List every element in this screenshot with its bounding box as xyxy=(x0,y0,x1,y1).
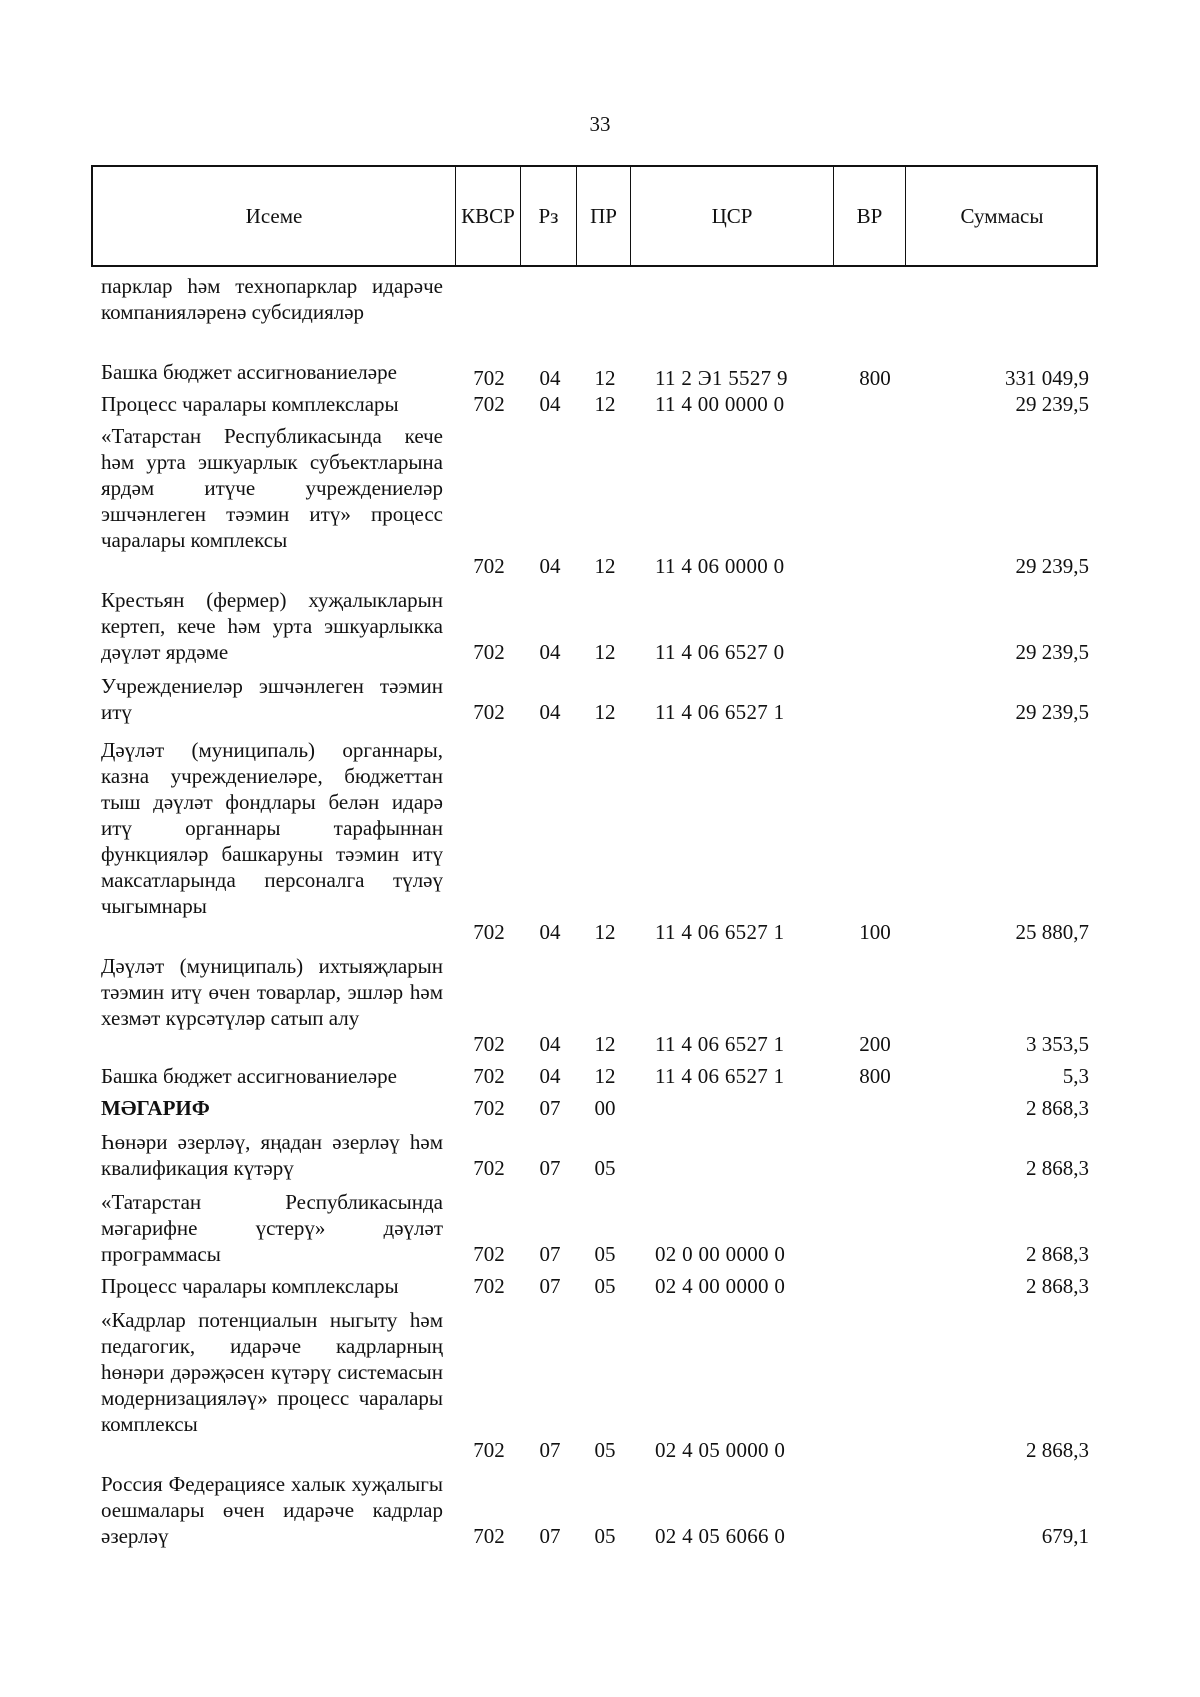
row-sum: 3 353,5 xyxy=(1026,1032,1089,1056)
row-kvsr: 702 xyxy=(473,640,505,664)
table-row xyxy=(0,273,1200,353)
row-sum: 2 868,3 xyxy=(1026,1096,1089,1120)
table-header xyxy=(91,165,1098,267)
row-rz: 07 xyxy=(539,1242,561,1266)
row-name: Башка бюджет ассигнованиеләре xyxy=(101,360,397,384)
header-pr: ПР xyxy=(576,167,630,265)
row-kvsr: 702 xyxy=(473,1274,505,1298)
table-row xyxy=(0,1189,1200,1267)
row-pr: 05 xyxy=(594,1156,616,1180)
table-row xyxy=(0,1129,1200,1181)
row-sum: 29 239,5 xyxy=(1015,554,1089,578)
row-csr: 02 4 05 0000 0 xyxy=(655,1438,786,1462)
row-name: Учреждениеләр эшчәнлеген тәэмин итү xyxy=(101,674,443,724)
header-name: Исеме xyxy=(245,204,303,228)
table-row xyxy=(0,1273,1200,1299)
row-pr: 12 xyxy=(594,366,616,390)
row-rz: 07 xyxy=(539,1096,561,1120)
row-name: Россия Федерациясе халык хуҗалыгы оешмалары өчен идарәче кадрлар әзерләү xyxy=(101,1472,443,1548)
row-rz: 04 xyxy=(539,366,561,390)
row-rz: 04 xyxy=(539,640,561,664)
row-pr: 12 xyxy=(594,1032,616,1056)
row-kvsr: 702 xyxy=(473,554,505,578)
row-pr: 12 xyxy=(594,554,616,578)
row-sum: 25 880,7 xyxy=(1015,920,1089,944)
row-name: «Татарстан Республикасында кече һәм урта эшкуарлык субъектларына ярдәм итүче учреждениеләр эшчәнлеген тәэмин итү» процесс чаралары комплексы xyxy=(101,424,443,552)
table-row xyxy=(0,1307,1200,1463)
row-csr: 11 4 06 6527 1 xyxy=(655,1064,785,1088)
table-row xyxy=(0,1063,1200,1089)
row-rz: 07 xyxy=(539,1274,561,1298)
row-kvsr: 702 xyxy=(473,1096,505,1120)
header-sum: Суммасы xyxy=(905,167,1098,265)
row-kvsr: 702 xyxy=(473,1156,505,1180)
row-name: парклар һәм технопарклар идарәче компанияләренә субсидияләр xyxy=(101,274,443,324)
row-csr: 02 4 05 6066 0 xyxy=(655,1524,786,1548)
row-name: Крестьян (фермер) хуҗалыкларын кертеп, кече һәм урта эшкуарлыкка дәүләт ярдәме xyxy=(101,588,443,664)
row-sum: 29 239,5 xyxy=(1015,640,1089,664)
row-pr: 05 xyxy=(594,1242,616,1266)
row-name: Процесс чаралары комплекслары xyxy=(101,392,399,416)
table-row xyxy=(0,1471,1200,1549)
row-kvsr: 702 xyxy=(473,700,505,724)
row-kvsr: 702 xyxy=(473,1064,505,1088)
row-sum: 2 868,3 xyxy=(1026,1242,1089,1266)
row-rz: 07 xyxy=(539,1438,561,1462)
row-csr: 02 4 00 0000 0 xyxy=(655,1274,786,1298)
table-row xyxy=(0,423,1200,579)
row-rz: 04 xyxy=(539,1064,561,1088)
row-pr: 12 xyxy=(594,640,616,664)
row-rz: 04 xyxy=(539,392,561,416)
header-vr: ВР xyxy=(833,167,905,265)
table-row xyxy=(0,737,1200,945)
row-vr: 800 xyxy=(859,1064,891,1088)
row-sum: 29 239,5 xyxy=(1015,700,1089,724)
row-pr: 05 xyxy=(594,1438,616,1462)
table-row xyxy=(0,1095,1200,1121)
header-kvsr: КВСР xyxy=(455,167,520,265)
row-sum: 331 049,9 xyxy=(1005,366,1089,390)
row-pr: 12 xyxy=(594,700,616,724)
row-csr: 11 4 06 6527 0 xyxy=(655,640,785,664)
row-name: «Татарстан Республикасында мәгарифне үстерү» дәүләт программасы xyxy=(101,1190,443,1266)
row-sum: 5,3 xyxy=(1062,1064,1089,1088)
table-row xyxy=(0,359,1200,391)
row-csr: 11 4 06 6527 1 xyxy=(655,1032,785,1056)
page-number: 33 xyxy=(589,112,611,136)
row-csr: 11 4 06 6527 1 xyxy=(655,700,785,724)
row-kvsr: 702 xyxy=(473,366,505,390)
row-name: Дәүләт (муниципаль) органнары, казна учреждениеләре, бюджеттан тыш дәүләт фондлары белән идарә итү органнары тарафыннан функцияләр башкаруны тәэмин итү максатларында персоналга түләү чыгымнары xyxy=(101,738,443,918)
row-name: Дәүләт (муниципаль) ихтыяҗларын тәэмин итү өчен товарлар, эшләр һәм хезмәт күрсәтүләр сатып алу xyxy=(101,954,443,1030)
row-sum: 2 868,3 xyxy=(1026,1156,1089,1180)
row-sum: 2 868,3 xyxy=(1026,1274,1089,1298)
row-rz: 04 xyxy=(539,554,561,578)
row-sum: 2 868,3 xyxy=(1026,1438,1089,1462)
row-pr: 12 xyxy=(594,1064,616,1088)
table-row xyxy=(0,673,1200,725)
row-name: Процесс чаралары комплекслары xyxy=(101,1274,399,1298)
row-kvsr: 702 xyxy=(473,920,505,944)
row-pr: 12 xyxy=(594,392,616,416)
row-vr: 200 xyxy=(859,1032,891,1056)
row-rz: 04 xyxy=(539,920,561,944)
row-name: Һөнәри әзерләү, яңадан әзерләү һәм квалификация күтәрү xyxy=(101,1130,443,1180)
row-kvsr: 702 xyxy=(473,1032,505,1056)
row-pr: 12 xyxy=(594,920,616,944)
row-rz: 04 xyxy=(539,1032,561,1056)
row-pr: 00 xyxy=(594,1096,616,1120)
row-vr: 100 xyxy=(859,920,891,944)
row-name: «Кадрлар потенциалын ныгыту һәм педагогик, идарәче кадрларның һөнәри дәрәҗәсен күтәрү системасын модернизацияләү» процесс чаралары комплексы xyxy=(101,1308,443,1436)
row-vr: 800 xyxy=(859,366,891,390)
table-row xyxy=(0,953,1200,1057)
row-csr: 11 4 00 0000 0 xyxy=(655,392,785,416)
row-csr: 11 2 Э1 5527 9 xyxy=(655,366,788,390)
row-kvsr: 702 xyxy=(473,1242,505,1266)
row-sum: 29 239,5 xyxy=(1015,392,1089,416)
row-pr: 05 xyxy=(594,1274,616,1298)
row-kvsr: 702 xyxy=(473,1438,505,1462)
row-name: МӘГАРИФ xyxy=(101,1096,210,1120)
table-body xyxy=(0,273,1200,1549)
row-kvsr: 702 xyxy=(473,392,505,416)
table-row xyxy=(0,391,1200,417)
row-rz: 07 xyxy=(539,1524,561,1548)
row-name: Башка бюджет ассигнованиеләре xyxy=(101,1064,397,1088)
table-row xyxy=(0,587,1200,665)
row-csr: 11 4 06 6527 1 xyxy=(655,920,785,944)
row-pr: 05 xyxy=(594,1524,616,1548)
row-kvsr: 702 xyxy=(473,1524,505,1548)
row-csr: 02 0 00 0000 0 xyxy=(655,1242,786,1266)
row-csr: 11 4 06 0000 0 xyxy=(655,554,785,578)
row-rz: 04 xyxy=(539,700,561,724)
row-rz: 07 xyxy=(539,1156,561,1180)
header-rz: Рз xyxy=(520,167,576,265)
row-sum: 679,1 xyxy=(1041,1524,1089,1548)
header-csr: ЦСР xyxy=(630,167,833,265)
